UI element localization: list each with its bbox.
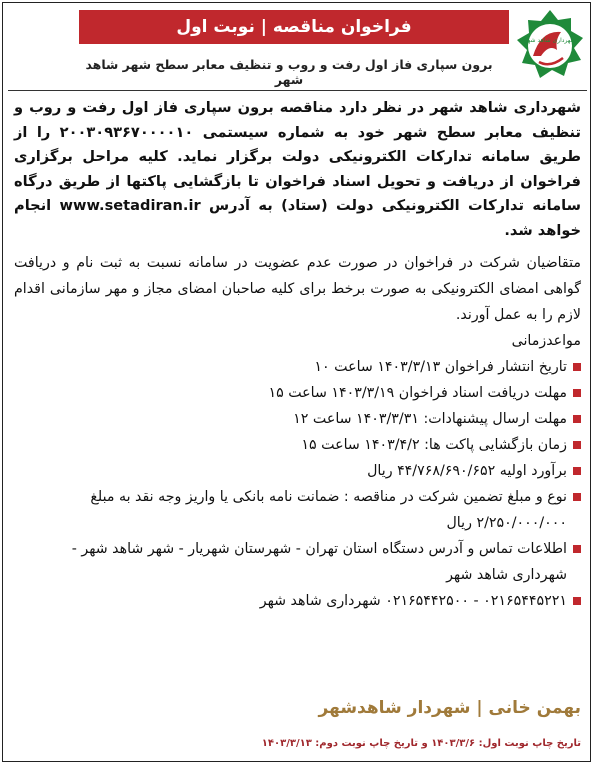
list-item: ۰۲۱۶۵۴۴۵۲۲۱ - ۰۲۱۶۵۴۴۲۵۰۰ شهرداری شاهد شهر (14, 588, 581, 614)
municipality-logo (511, 6, 589, 86)
list-item: اطلاعات تماس و آدرس دستگاه استان تهران - شهرستان شهریار - شهر شاهد شهر - شهرداری شاهد شهر (14, 536, 581, 588)
ad-subtitle: برون سپاری فاز اول رفت و روب و تنظیف معابر سطح شهر شاهد شهر (85, 57, 493, 87)
list-item: مهلت دریافت اسناد فراخوان ۱۴۰۳/۳/۱۹ ساعت ۱۵ (14, 380, 581, 406)
applicants-paragraph: متقاضیان شرکت در فراخوان در صورت عدم عضویت در سامانه نسبت به ثبت نام و دریافت گواهی امضای الکترونیکی به صورت برخط برای کلیه صاحبان امضای مجاز و مهر سازمانی اقدام لازم را به عمل آورند. (14, 254, 581, 323)
list-item: زمان بازگشایی پاکت ها: ۱۴۰۳/۴/۲ ساعت ۱۵ (14, 432, 581, 458)
print-dates: تاریخ چاپ نوبت اول: ۱۴۰۳/۳/۶ و تاریخ چاپ نوبت دوم: ۱۴۰۳/۳/۱۳ (261, 738, 581, 749)
schedule-list (14, 354, 581, 614)
ad-title: فراخوان مناقصه | نوبت اول (79, 10, 509, 44)
intro-paragraph: شهرداری شاهد شهر در نظر دارد مناقصه برون سپاری فاز اول رفت و روب و تنظیف معابر سطح شهر خود به شماره سیستمی ۲۰۰۳۰۹۳۶۷۰۰۰۰۱۰ را از طریق سامانه تدارکات الکترونیکی دولت برگزار نماید. کلیه مراحل برگزاری فراخوان از دریافت و تحویل اسناد فراخوان تا بازگشایی پاکتها از طریق درگاه سامانه تدارکات الکترونیکی دولت (ستاد) به آدرس www.setadiran.ir انجام خواهد شد. (14, 99, 582, 239)
logo-text: شهرداری شاهد شهر (524, 37, 576, 44)
header-divider (8, 90, 587, 91)
list-item: تاریخ انتشار فراخوان ۱۴۰۳/۳/۱۳ ساعت ۱۰ (14, 354, 581, 380)
list-item: مهلت ارسال پیشنهادات: ۱۴۰۳/۳/۳۱ ساعت ۱۲ (14, 406, 581, 432)
list-item: برآورد اولیه ۴۴/۷۶۸/۶۹۰/۶۵۲ ریال (14, 458, 581, 484)
signature: بهمن خانی | شهردار شاهدشهر (318, 698, 581, 718)
schedule-label: مواعدزمانی (511, 332, 581, 349)
ad-body (14, 96, 581, 614)
list-item: نوع و مبلغ تضمین شرکت در مناقصه : ضمانت نامه بانکی یا واریز وجه نقد به مبلغ ۲/۲۵۰/۰۰۰/۰۰۰ ریال (14, 484, 581, 536)
